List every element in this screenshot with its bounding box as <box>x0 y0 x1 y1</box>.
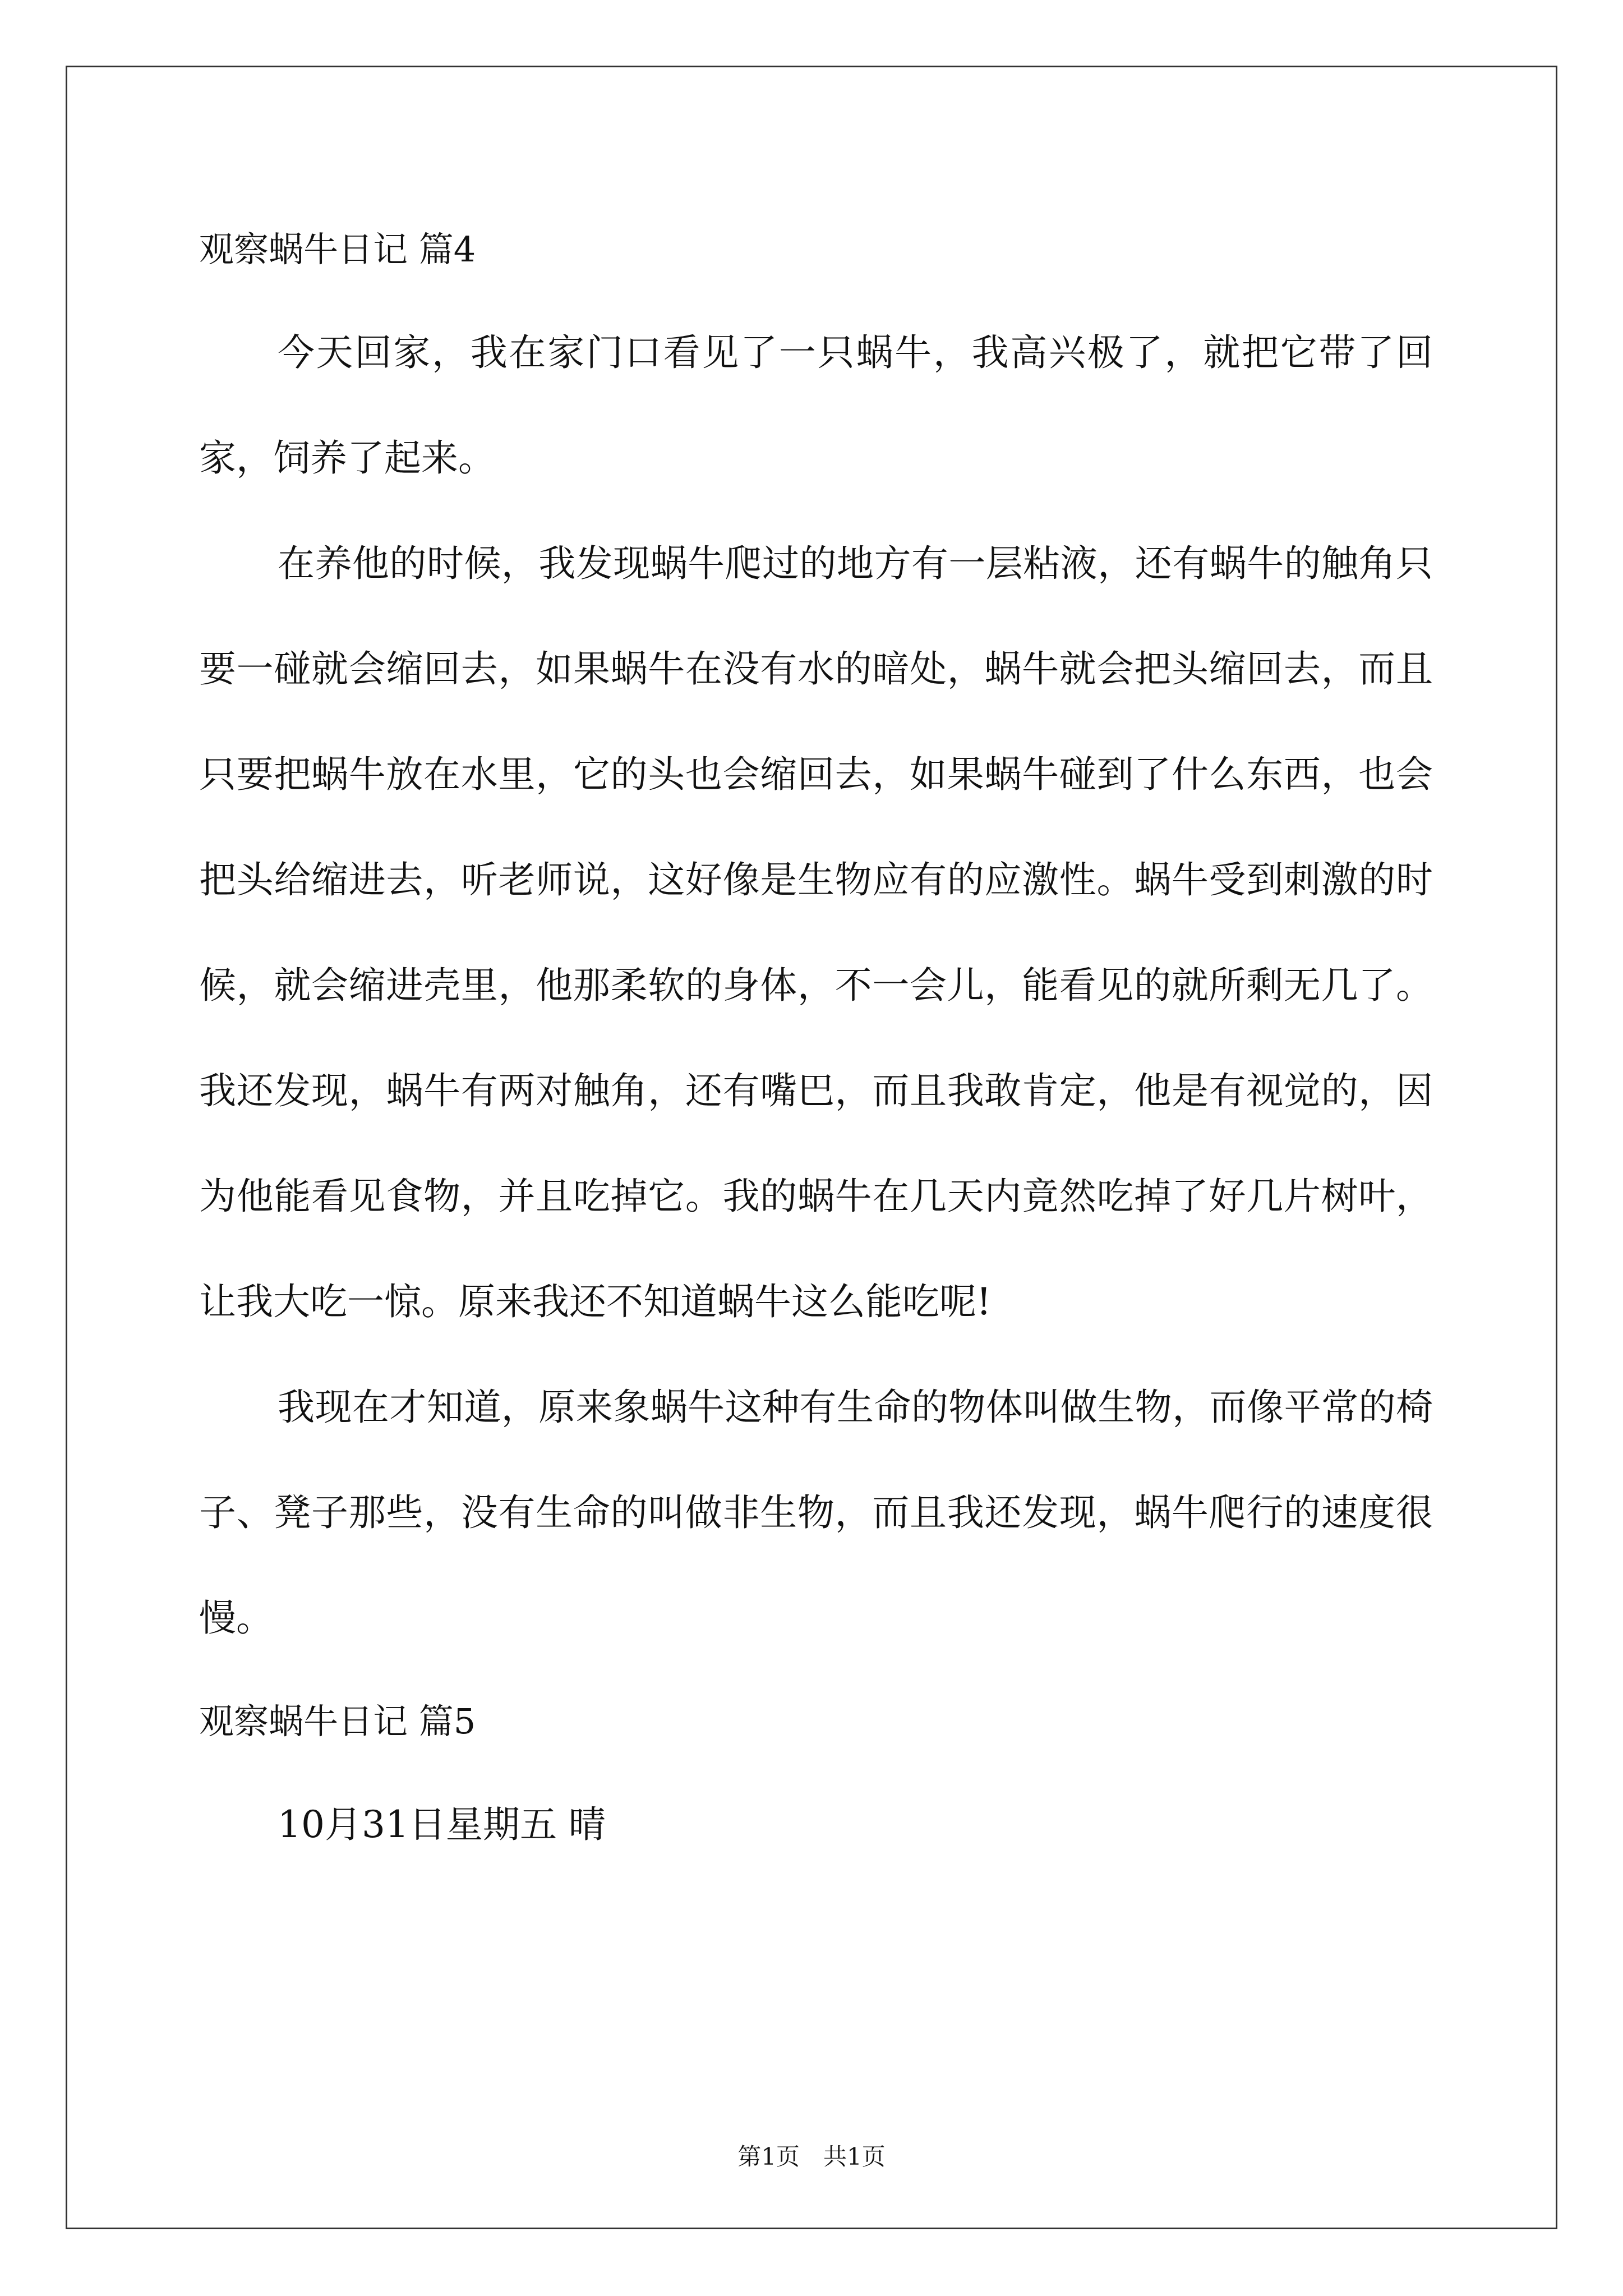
section-heading: 观察蜗牛日记 篇5 <box>199 1701 476 1742</box>
paragraph: 在养他的时候，我发现蜗牛爬过的地方有一层粘液，还有蜗牛的触角只要一碰就会缩回去，如果蜗牛在没有水的暗处，蜗牛就会把头缩回去，而且只要把蜗牛放在水里，它的头也会缩回去，如果蜗牛碰到了什么东西，也会把头给缩进去，听老师说，这好像是生物应有的应激性。蜗牛受到刺激的时候，就会缩进壳里，他那柔软的身体，不一会儿，能看见的就所剩无几了。我还发现，蜗牛有两对触角，还有嘴巴，而且我敢肯定，他是有视觉的，因为他能看见食物，并且吃掉它。我的蜗牛在几天内竟然吃掉了好几片树叶，让我大吃一惊。原来我还不知道蜗牛这么能吃呢! <box>199 542 1433 1323</box>
diary-section-5 <box>199 1671 1433 1878</box>
page-footer: 第1页 共1页 <box>737 2143 886 2170</box>
diary-section-4 <box>199 199 1433 1671</box>
paragraph: 10月31日星期五 晴 <box>278 1803 606 1846</box>
paragraph: 我现在才知道，原来象蜗牛这种有生命的物体叫做生物，而像平常的椅子、凳子那些，没有生命的叫做非生物，而且我还发现，蜗牛爬行的速度很慢。 <box>199 1386 1433 1640</box>
paragraph: 今天回家，我在家门口看见了一只蜗牛，我高兴极了，就把它带了回家，饲养了起来。 <box>199 331 1433 480</box>
section-heading: 观察蜗牛日记 篇4 <box>199 229 476 270</box>
document-body <box>199 199 1433 1878</box>
